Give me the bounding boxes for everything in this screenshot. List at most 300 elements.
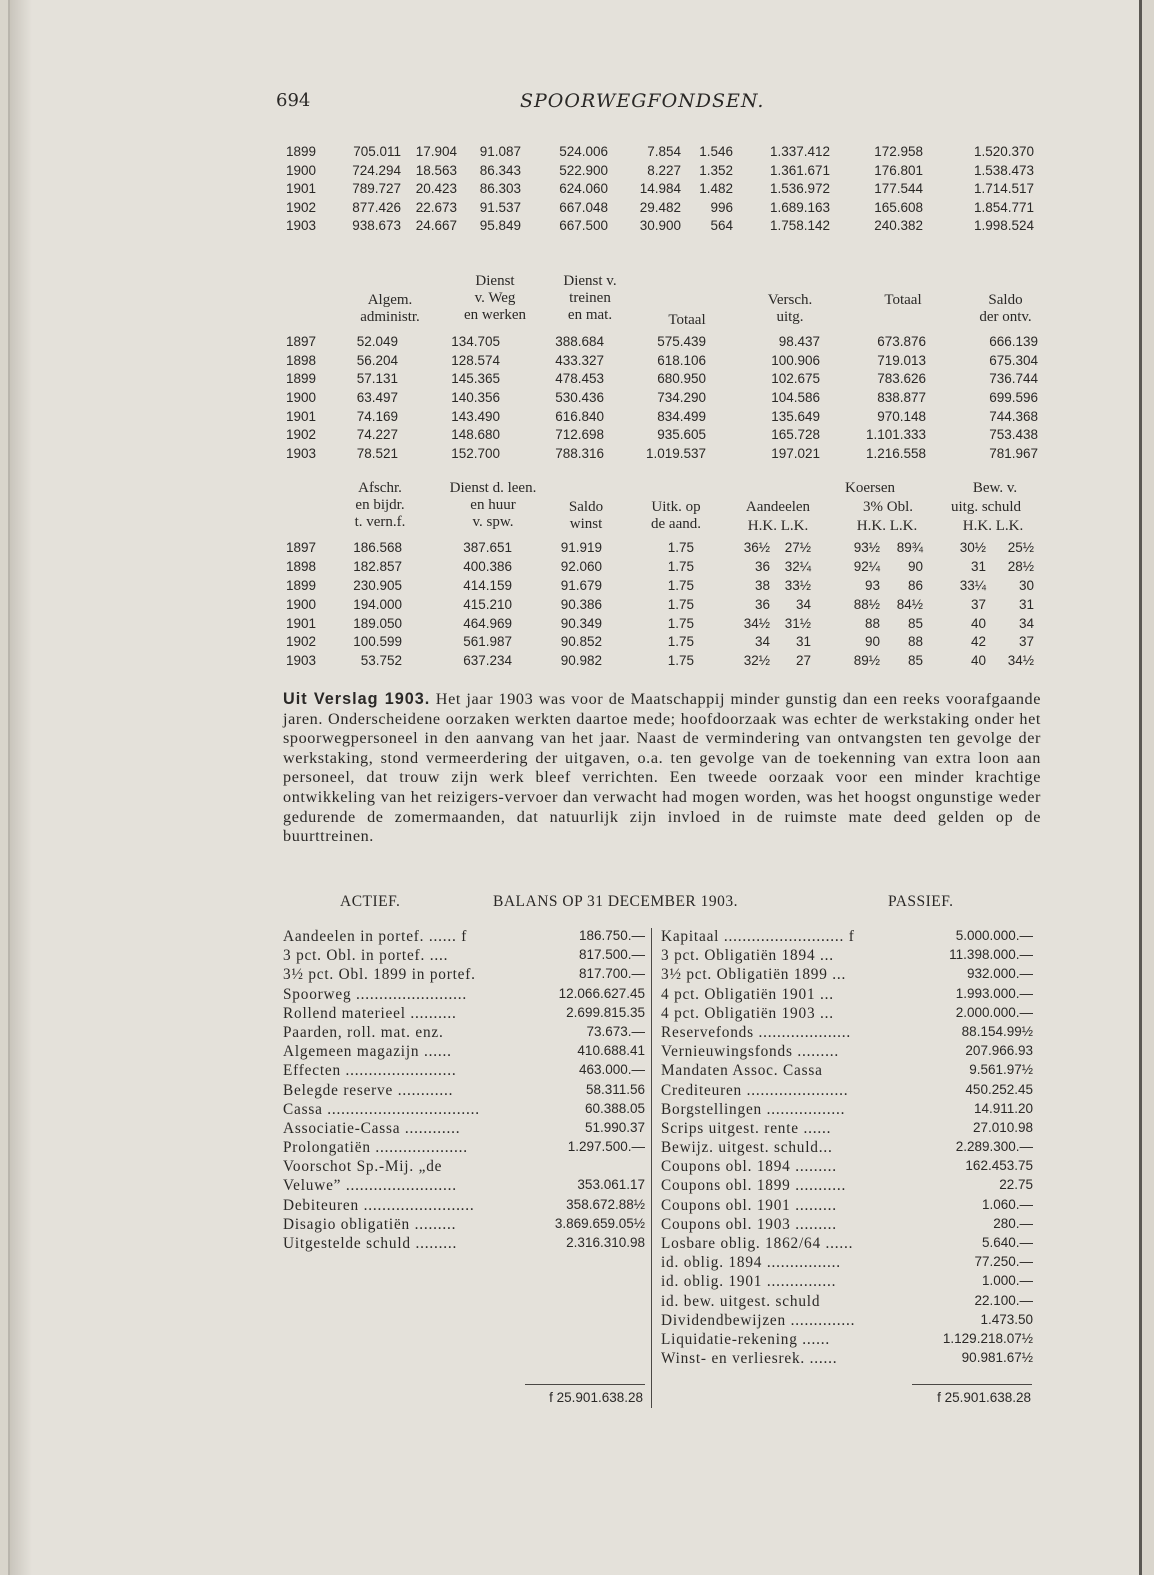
value-cell: 14.984 [639,181,681,196]
value-cell: 1.758.142 [769,218,830,233]
value-cell: 42 [970,634,986,650]
balance-row [283,1024,645,1043]
balance-item-label: Effecten ........................ [283,1062,457,1080]
balance-item-label: Voorschot Sp.-Mij. „de [283,1158,443,1176]
table-row [286,427,1046,446]
year-cell: 1902 [286,199,317,215]
value-cell: 100.599 [353,634,402,650]
value-cell: 522.900 [559,162,608,178]
balance-row [661,966,1033,985]
value-cell: 673.876 [877,334,926,349]
year-cell: 1901 [286,615,317,631]
table-row [286,181,1046,200]
t3-header-hk-3: H.K. L.K. [962,518,1024,534]
balance-item-label: Coupons obl. 1899 ........... [661,1177,847,1195]
value-cell: 186.568 [353,540,402,555]
value-cell: 781.967 [989,446,1038,462]
value-cell: 744.368 [989,408,1038,424]
balance-row [661,1312,1033,1331]
value-cell: 33¼ [959,577,986,593]
value-cell: 148.680 [451,427,500,443]
value-cell: 1.538.473 [973,162,1034,178]
report-text: Het jaar 1903 was voor de Maatschappij minder gunstig dan een reeks voorafgaande jaren. Onderscheidene oorzaken werkten daartoe mede; hoofdoorzaak was echter de werkstaking onder het spoorwegpersoneel in den aanvang van het jaar. Naast de vermindering van ontvangsten ten gevolge der werkstaking, stond vermeerdering der uitgaven, o.a. ten gevolge van de toekenning van extra loon aan personeel, dat trouw zijn werk bleef verrichten. Een tweede oorzaak voor een minder krachtige ontwikkeling van het reizigers-vervoer dan verwacht had mogen worden, was het hoogst ongunstige weder gedurende de zomermaanden, dat natuurlijk zijn invloed in de ruimste mate deed gelden op de buurttreinen. [283,690,1041,846]
balance-item-label: Losbare oblig. 1862/64 ...... [661,1235,854,1252]
balance-item-label: Uitgestelde schuld ......... [283,1235,458,1252]
value-cell: 88 [907,634,923,650]
balance-item-value: 3.869.659.05½ [554,1215,645,1231]
balance-item-label: Aandeelen in portef. ...... f [283,928,468,945]
balance-row [661,1139,1033,1158]
t3-header-bew: Bew. v. [972,480,1018,496]
balance-item-label: Borgstellingen ................. [661,1100,846,1118]
balance-row [661,1043,1033,1062]
value-cell: 27 [795,653,811,669]
t3-header-hk-2: H.K. L.K. [856,518,918,534]
value-cell: 478.453 [555,371,604,387]
value-cell: 91.537 [479,199,521,215]
balance-item-label: Coupons obl. 1894 ......... [661,1158,837,1176]
year-cell: 1898 [286,352,317,368]
table-row [286,144,1046,163]
value-cell: 36½ [743,540,770,555]
t3-header-uitk: Uitk. op de aand. [651,499,701,532]
value-cell: 789.727 [352,181,401,196]
balance-item-value: 1.060.— [981,1196,1033,1212]
value-cell: 53.752 [360,653,402,669]
value-cell: 724.294 [352,162,401,178]
balance-item-value: 5.640.— [981,1235,1033,1250]
table-row [286,409,1046,428]
year-cell: 1901 [286,408,317,424]
balance-actief-label: ACTIEF. [340,893,401,910]
balance-item-label: Disagio obligatiën ......... [283,1215,457,1233]
balance-row [661,928,1033,947]
value-cell: 93 [864,577,880,593]
balance-item-value: 22.75 [999,1177,1033,1193]
balance-row [661,1293,1033,1312]
balance-row [661,1254,1033,1273]
balance-item-label: Reservefonds .................... [661,1023,851,1041]
value-cell: 666.139 [989,334,1038,349]
value-cell: 618.106 [657,352,706,368]
balance-item-value: 207.966.93 [965,1043,1033,1059]
balance-item-label: Vernieuwingsfonds ......... [661,1043,839,1061]
value-cell: 996 [710,199,733,215]
page-spine-shadow [10,0,32,1575]
total-rule-left [525,1384,645,1385]
value-cell: 165.608 [874,199,923,215]
balance-item-value: 817.500.— [578,947,645,963]
value-cell: 88 [864,615,880,631]
value-cell: 34 [1018,615,1034,631]
value-cell: 135.649 [771,408,820,424]
balance-item-value: 353.061.17 [577,1177,645,1193]
balance-item-value: 27.010.98 [972,1119,1033,1135]
t3-header-afschr: Afschr. en bijdr. t. vern.f. [354,480,406,530]
value-cell: 464.969 [463,615,512,631]
balance-item-label: 4 pct. Obligatiën 1903 ... [661,1004,834,1022]
value-cell: 414.159 [463,577,512,593]
value-cell: 7.854 [647,144,681,159]
balance-item-value: 1.993.000.— [955,985,1033,1001]
value-cell: 575.439 [657,334,706,349]
balance-item-value: 58.311.56 [585,1081,645,1097]
value-cell: 165.728 [771,427,820,443]
balance-row [283,1101,645,1120]
value-cell: 92¼ [853,558,880,574]
balance-item-value: 358.672.88½ [566,1196,645,1212]
report-paragraph [283,690,1041,847]
balance-row [661,1158,1033,1177]
balance-row [661,1101,1033,1120]
value-cell: 37 [970,596,986,612]
value-cell: 93½ [853,540,880,555]
value-cell: 970.148 [877,408,926,424]
balance-item-label: 3 pct. Obligatiën 1894 ... [661,947,834,965]
value-cell: 387.651 [463,540,512,555]
table-row [286,163,1046,182]
balance-item-label: Coupons obl. 1903 ......... [661,1215,837,1233]
balance-item-value: 2.000.000.— [955,1004,1033,1020]
balance-item-value: 9.561.97½ [969,1062,1033,1078]
table-1 [286,144,1046,237]
value-cell: 140.356 [451,390,500,406]
value-cell: 1.361.671 [769,162,830,178]
value-cell: 624.060 [559,181,608,196]
balance-item-label: Scrips uitgest. rente ...... [661,1119,832,1137]
value-cell: 177.544 [874,181,923,196]
value-cell: 182.857 [353,558,402,574]
balance-item-value: 60.388.05 [584,1100,645,1116]
balance-item-value: 2.289.300.— [955,1139,1033,1155]
balance-total-passief: f 25.901.638.28 [937,1390,1031,1405]
balance-row [283,1120,645,1139]
balance-item-value: 14.911.20 [973,1100,1033,1116]
value-cell: 1.689.163 [769,199,830,215]
value-cell: 788.316 [555,446,604,462]
value-cell: 27½ [784,540,811,555]
value-cell: 91.919 [560,540,602,555]
balance-divider [651,928,652,1408]
value-cell: 56.204 [356,352,398,368]
value-cell: 31½ [784,615,811,631]
value-cell: 63.497 [356,390,398,406]
balance-item-value: 90.981.67½ [961,1350,1033,1366]
value-cell: 524.006 [559,144,608,159]
balance-item-label: id. oblig. 1894 ................ [661,1254,841,1272]
value-cell: 1.337.412 [769,144,830,159]
value-cell: 89¾ [896,540,923,555]
balance-item-label: Algemeen magazijn ...... [283,1043,452,1061]
t3-header-dienst-leen: Dienst d. leen. en huur v. spw. [449,480,537,530]
balance-row [661,1273,1033,1292]
table-row [286,597,1046,616]
t3-header-saldo: Saldo winst [568,499,604,532]
value-cell: 561.987 [463,634,512,650]
value-cell: 85 [907,615,923,631]
value-cell: 667.500 [559,218,608,233]
balance-item-label: Crediteuren ...................... [661,1081,849,1099]
balance-item-label: Kapitaal .......................... f [661,928,855,945]
balance-item-value: 22.100.— [974,1292,1033,1308]
year-cell: 1902 [286,634,317,650]
value-cell: 25½ [1007,540,1034,555]
balance-row [283,1082,645,1101]
balance-row [283,1177,645,1196]
balance-item-value: 463.000.— [578,1062,645,1078]
value-cell: 1.482 [699,181,733,196]
value-cell: 33½ [784,577,811,593]
value-cell: 699.596 [989,390,1038,406]
table-2 [286,334,1046,465]
year-cell: 1897 [286,540,317,555]
balance-item-label: 3½ pct. Obl. 1899 in portef. [283,966,476,984]
value-cell: 32¼ [784,558,811,574]
balance-row [661,986,1033,1005]
value-cell: 89½ [853,653,880,669]
value-cell: 616.840 [555,408,604,424]
value-cell: 838.877 [877,390,926,406]
value-cell: 34 [795,596,811,612]
balance-item-value: 88.154.99½ [961,1023,1033,1039]
page-number: 694 [276,90,311,111]
value-cell: 31 [1018,596,1034,612]
value-cell: 143.490 [451,408,500,424]
value-cell: 189.050 [353,615,402,631]
value-cell: 433.327 [555,352,604,368]
t3-header-obl: 3% Obl. [863,499,913,515]
value-cell: 84½ [896,596,923,612]
balance-row [661,1024,1033,1043]
value-cell: 564 [710,218,733,233]
value-cell: 134.705 [451,334,500,349]
value-cell: 230.905 [353,577,402,593]
t3-header-aandeelen: Aandeelen [745,499,811,515]
year-cell: 1900 [286,596,317,612]
t3-header-koersen: Koersen [845,480,895,496]
value-cell: 1.75 [667,577,694,593]
balance-item-value: 1.473.50 [980,1311,1033,1327]
value-cell: 1.75 [667,558,694,574]
value-cell: 40 [970,653,986,669]
value-cell: 667.048 [559,199,608,215]
value-cell: 675.304 [989,352,1038,368]
value-cell: 30½ [959,540,986,555]
year-cell: 1900 [286,162,317,178]
value-cell: 36 [754,596,770,612]
value-cell: 415.210 [463,596,512,612]
value-cell: 31 [795,634,811,650]
year-cell: 1899 [286,144,317,159]
value-cell: 145.365 [451,371,500,387]
balance-row [661,1005,1033,1024]
value-cell: 1.75 [667,540,694,555]
balance-item-label: Associatie-Cassa ............ [283,1119,461,1137]
balance-item-label: 3 pct. Obl. in portef. .... [283,947,449,965]
value-cell: 52.049 [356,334,398,349]
value-cell: 18.563 [415,162,457,178]
value-cell: 1.216.558 [865,446,926,462]
table-row [286,353,1046,372]
year-cell: 1899 [286,577,317,593]
balance-item-value: 450.252.45 [965,1081,1033,1097]
balance-row [661,1062,1033,1081]
balance-item-value: 2.316.310.98 [566,1235,645,1250]
balance-row [283,1139,645,1158]
balance-item-value: 12.066.627.45 [558,985,645,1001]
value-cell: 86.343 [479,162,521,178]
value-cell: 78.521 [356,446,398,462]
value-cell: 197.021 [771,446,820,462]
table-row [286,578,1046,597]
value-cell: 86 [907,577,923,593]
balance-row [661,1216,1033,1235]
table-row [286,540,1046,559]
page-title: SPOORWEGFONDSEN. [520,90,765,112]
balance-item-label: Veluwe” ........................ [283,1177,457,1195]
balance-row [661,1235,1033,1254]
value-cell: 90.982 [560,653,602,669]
year-cell: 1899 [286,371,317,387]
t3-header-hk-1: H.K. L.K. [747,518,809,534]
table-row [286,653,1046,672]
balance-row [283,947,645,966]
table-row [286,559,1046,578]
year-cell: 1903 [286,653,317,669]
table-3 [286,540,1046,672]
balance-item-value: 280.— [993,1215,1033,1231]
value-cell: 152.700 [451,446,500,462]
t2-header-versch: Versch. uitg. [767,292,813,325]
balance-row [661,1177,1033,1196]
total-rule-right [912,1384,1032,1385]
value-cell: 30 [1018,577,1034,593]
table-row [286,446,1046,465]
value-cell: 86.303 [479,181,521,196]
value-cell: 90 [864,634,880,650]
value-cell: 1.854.771 [973,199,1034,215]
value-cell: 34½ [1007,653,1034,669]
value-cell: 100.906 [771,352,820,368]
value-cell: 74.227 [356,427,398,443]
value-cell: 36 [754,558,770,574]
balance-row [283,1158,645,1177]
value-cell: 935.605 [657,427,706,443]
balance-row [661,947,1033,966]
balance-item-label: Dividendbewijzen .............. [661,1311,856,1329]
balance-item-value: 73.673.— [586,1023,645,1039]
balance-row [661,1331,1033,1350]
balance-item-label: Mandaten Assoc. Cassa [661,1062,823,1080]
value-cell: 400.386 [463,558,512,574]
table-row [286,371,1046,390]
table-row [286,634,1046,653]
value-cell: 1.75 [667,615,694,631]
value-cell: 8.227 [647,162,681,178]
value-cell: 388.684 [555,334,604,349]
value-cell: 719.013 [877,352,926,368]
value-cell: 240.382 [874,218,923,233]
value-cell: 1.536.972 [769,181,830,196]
balance-item-label: 3½ pct. Obligatiën 1899 ... [661,966,847,984]
value-cell: 1.546 [699,144,733,159]
balance-row [283,1216,645,1235]
value-cell: 30.900 [639,218,681,233]
balance-item-value: 410.688.41 [577,1043,645,1059]
value-cell: 90 [907,558,923,574]
value-cell: 91.087 [479,144,521,159]
balance-row [661,1197,1033,1216]
balance-item-value: 932.000.— [966,966,1033,982]
value-cell: 32½ [743,653,770,669]
table-row [286,334,1046,353]
balance-item-label: Rollend materieel .......... [283,1004,457,1022]
value-cell: 176.801 [874,162,923,178]
balance-item-value: 5.000.000.— [955,928,1033,943]
balance-item-label: Prolongatiën .................... [283,1139,468,1157]
value-cell: 1.019.537 [645,446,706,462]
year-cell: 1903 [286,218,317,233]
t2-header-dienst-treinen: Dienst v. treinen en mat. [563,273,617,323]
balance-row [283,1235,645,1254]
value-cell: 90.349 [560,615,602,631]
value-cell: 1.998.524 [973,218,1034,233]
balance-passief-label: PASSIEF. [888,893,954,910]
value-cell: 1.520.370 [973,144,1034,159]
value-cell: 104.586 [771,390,820,406]
value-cell: 1.75 [667,653,694,669]
balance-item-value: 11.398.000.— [949,947,1033,963]
balance-item-value: 1.000.— [981,1273,1033,1289]
value-cell: 29.482 [639,199,681,215]
balance-item-label: Spoorweg ........................ [283,985,468,1003]
value-cell: 938.673 [352,218,401,233]
value-cell: 194.000 [353,596,402,612]
value-cell: 28½ [1007,558,1034,574]
year-cell: 1902 [286,427,317,443]
balance-title: BALANS OP 31 DECEMBER 1903. [493,893,739,910]
balance-row [661,1120,1033,1139]
balance-actief-list [283,928,645,1254]
value-cell: 38 [754,577,770,593]
value-cell: 90.852 [560,634,602,650]
balance-item-label: Winst- en verliesrek. ...... [661,1350,838,1368]
balance-row [283,966,645,985]
balance-item-value: 186.750.— [578,928,645,943]
balance-item-value: 1.129.218.07½ [942,1330,1033,1346]
value-cell: 1.101.333 [865,427,926,443]
table-row [286,218,1046,237]
year-cell: 1903 [286,446,317,462]
value-cell: 530.436 [555,390,604,406]
value-cell: 90.386 [560,596,602,612]
balance-item-value: 77.250.— [974,1254,1033,1270]
value-cell: 734.290 [657,390,706,406]
value-cell: 34½ [743,615,770,631]
value-cell: 1.714.517 [973,181,1034,196]
value-cell: 34 [754,634,770,650]
balance-item-label: Bewijz. uitgest. schuld... [661,1139,833,1157]
value-cell: 22.673 [415,199,457,215]
balance-item-label: 4 pct. Obligatiën 1901 ... [661,985,834,1003]
year-cell: 1900 [286,390,317,406]
value-cell: 736.744 [989,371,1038,387]
balance-row [283,1062,645,1081]
t2-header-totaal: Totaal [668,312,706,328]
value-cell: 74.169 [356,408,398,424]
table-row [286,616,1046,635]
value-cell: 40 [970,615,986,631]
